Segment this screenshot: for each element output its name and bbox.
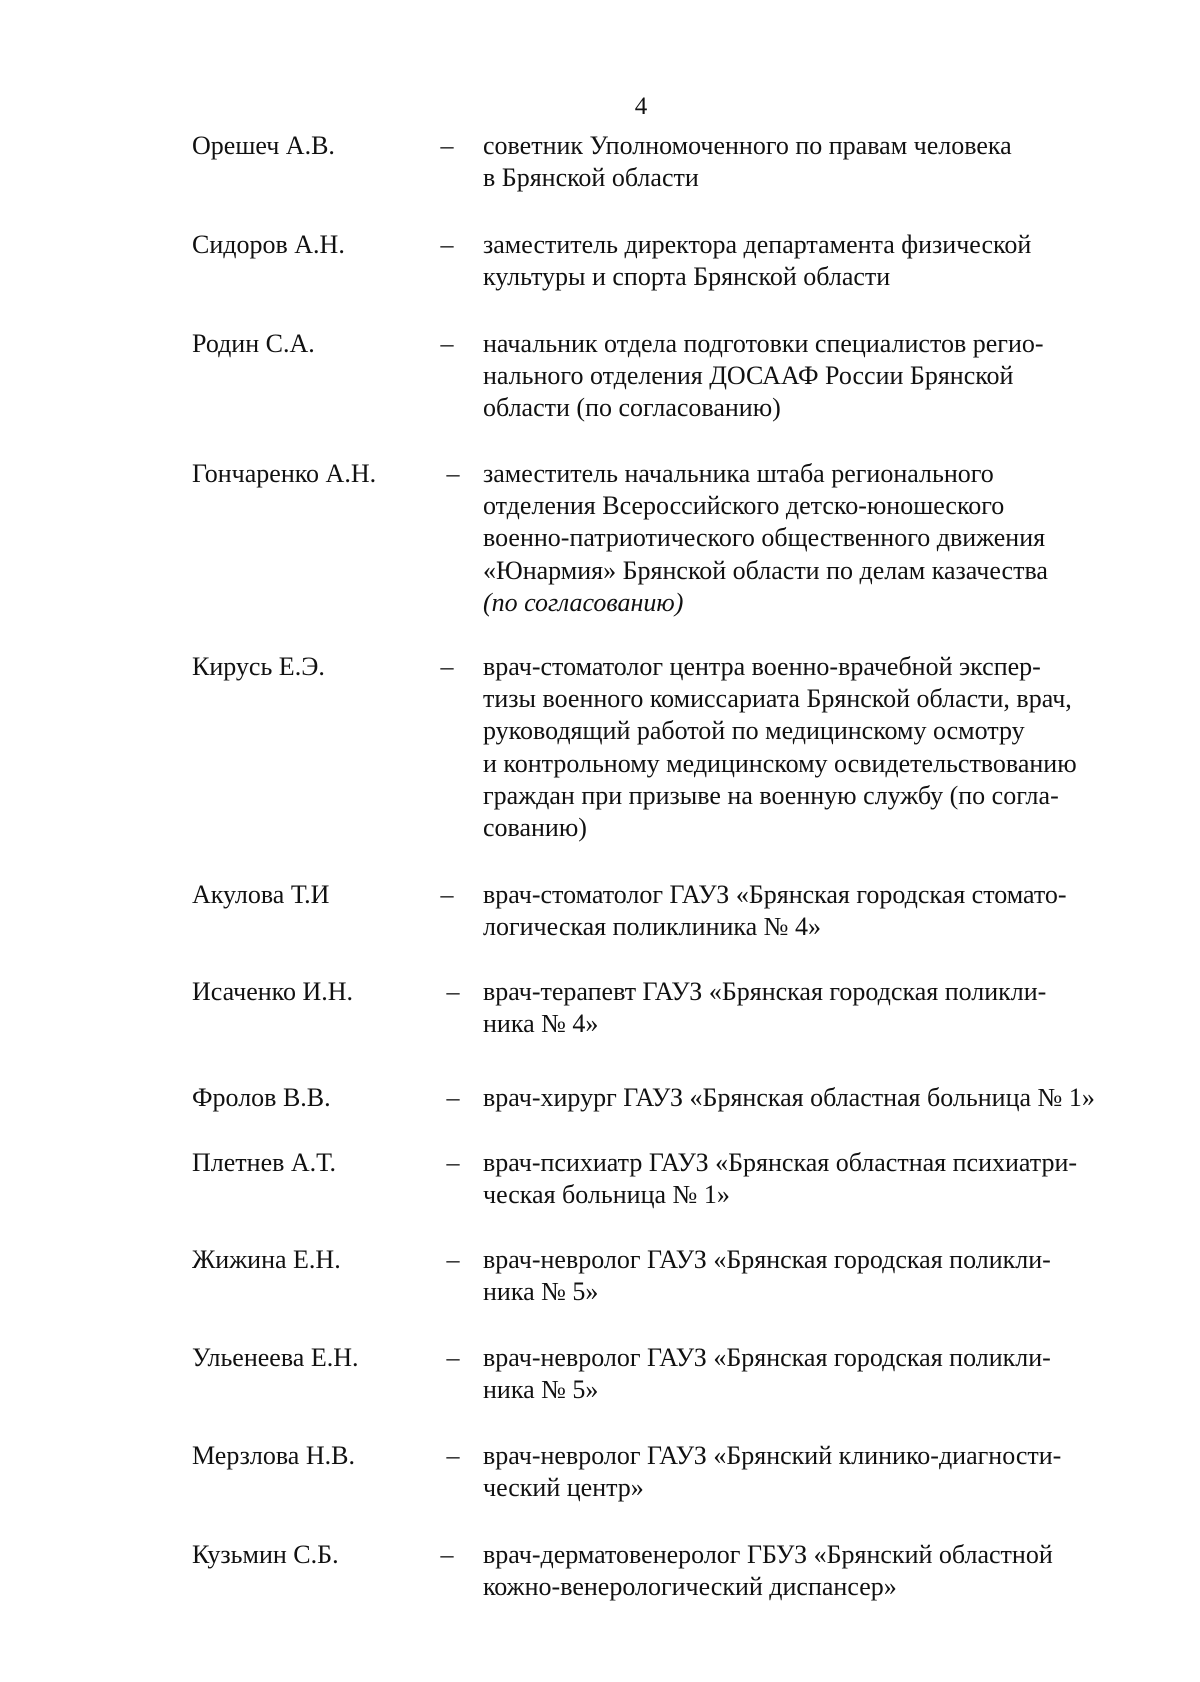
member-name: Орешеч А.В. [192,131,335,160]
member-name: Акулова Т.И [192,880,330,909]
position-line: нального отделения ДОСААФ России Брянской [483,361,1014,391]
separator-dash: – [446,977,460,1006]
member-name: Исаченко И.Н. [192,977,354,1006]
position-line: врач-невролог ГАУЗ «Брянская городская поликли- [483,1343,1051,1372]
separator-dash: – [446,1148,460,1177]
position-line: в Брянской области [483,163,699,193]
position-line: руководящий работой по медицинскому осмотру [483,716,1025,746]
member-position [483,879,1143,943]
member-name: Родин С.А. [192,329,315,358]
member-position [483,1147,1143,1211]
position-line: врач-невролог ГАУЗ «Брянский клинико-диагности- [483,1441,1062,1470]
member-position [483,328,1143,425]
position-line: и контрольному медицинскому освидетельствованию [483,748,1077,778]
position-line: тизы военного комиссариата Брянской области, врач, [483,684,1072,714]
member-position [483,130,1143,194]
member-name: Плетнев А.Т. [192,1148,336,1177]
separator-dash: – [440,131,454,160]
member-name: Кирусь Е.Э. [192,652,325,681]
position-line: ника № 4» [483,1009,599,1039]
member-name: Кузьмин С.Б. [192,1540,339,1569]
position-line: области (по согласованию) [483,393,781,423]
position-line: заместитель директора департамента физической [483,230,1032,259]
position-line: «Юнармия» Брянской области по делам казачества [483,555,1048,585]
member-position [483,1440,1143,1504]
position-line: граждан при призыве на военную службу (по согла- [483,780,1059,810]
position-line: культуры и спорта Брянской области [483,262,891,292]
member-position [483,976,1143,1040]
position-line: ника № 5» [483,1277,599,1307]
position-line: ческий центр» [483,1473,644,1503]
position-line: (по согласованию) [483,587,684,617]
member-position [483,229,1143,293]
separator-dash: – [440,329,454,358]
separator-dash: – [446,1245,460,1274]
member-position [483,1342,1143,1406]
separator-dash: – [440,652,454,681]
separator-dash: – [446,1343,460,1372]
position-line: заместитель начальника штаба регионального [483,459,994,488]
position-line: сованию) [483,813,587,843]
position-line: логическая поликлиника № 4» [483,912,821,942]
member-name: Фролов В.В. [192,1083,331,1112]
member-position [483,651,1143,844]
position-line: врач-психиатр ГАУЗ «Брянская областная психиатри- [483,1148,1078,1177]
member-position [483,1082,1143,1114]
position-line: врач-стоматолог ГАУЗ «Брянская городская стомато- [483,880,1067,909]
member-position [483,458,1143,619]
position-line: отделения Всероссийского детско-юношеского [483,491,1005,521]
position-line: кожно-венерологический диспансер» [483,1572,897,1602]
position-line: ческая больница № 1» [483,1180,730,1210]
position-line: начальник отдела подготовки специалистов регио- [483,329,1044,358]
position-line: врач-хирург ГАУЗ «Брянская областная больница № 1» [483,1083,1095,1112]
separator-dash: – [446,1083,460,1112]
position-line: врач-терапевт ГАУЗ «Брянская городская поликли- [483,977,1047,1006]
separator-dash: – [440,230,454,259]
position-line: ника № 5» [483,1375,599,1405]
member-name: Ульенеева Е.Н. [192,1343,359,1372]
position-line: военно-патриотического общественного движения [483,523,1046,553]
separator-dash: – [440,880,454,909]
member-name: Сидоров А.Н. [192,230,345,259]
separator-dash: – [440,1540,454,1569]
position-line: советник Уполномоченного по правам человека [483,131,1012,160]
member-name: Мерзлова Н.В. [192,1441,355,1470]
separator-dash: – [446,1441,460,1470]
position-line: врач-дерматовенеролог ГБУЗ «Брянский областной [483,1540,1053,1569]
member-name: Жижина Е.Н. [192,1245,341,1274]
member-position [483,1244,1143,1308]
position-line: врач-невролог ГАУЗ «Брянская городская поликли- [483,1245,1051,1274]
page-number: 4 [634,93,648,120]
separator-dash: – [446,459,460,488]
member-name: Гончаренко А.Н. [192,459,377,488]
position-line: врач-стоматолог центра военно-врачебной экспер- [483,652,1041,681]
member-position [483,1539,1143,1603]
